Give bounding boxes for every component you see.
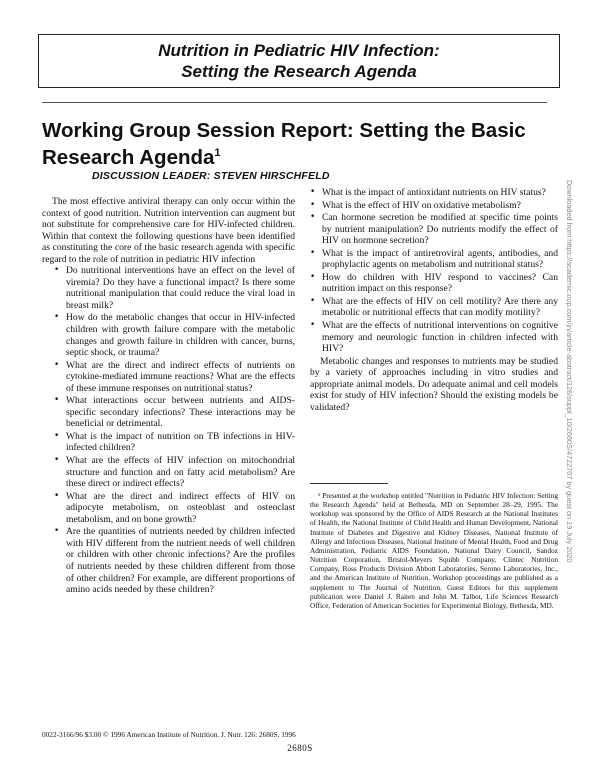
bullet-icon: • bbox=[310, 295, 316, 306]
title-footnote-marker: 1 bbox=[214, 147, 221, 159]
list-item: • What is the impact of antiretroviral agents, antibodies, and prophylactic agents on metabolism and nutritional status? bbox=[310, 247, 558, 271]
bullet-icon: • bbox=[310, 247, 316, 258]
list-item: • What is the effect of HIV on oxidative metabolism? bbox=[310, 199, 521, 211]
article-title-text: Working Group Session Report: Setting the Basic Research Agenda bbox=[42, 119, 526, 169]
list-item: • What are the effects of HIV on cell motility? Are there any metabolic or nutritional effects that can modify motility? bbox=[310, 295, 558, 319]
list-item: • What interactions occur between nutrients and AIDS-specific secondary infections? These interactions may be beneficial or detrimental. bbox=[54, 395, 295, 430]
bullet-icon: • bbox=[310, 271, 316, 282]
bullet-icon: • bbox=[54, 265, 60, 276]
list-item: • What is the impact of antioxidant nutrients on HIV status? bbox=[310, 187, 546, 198]
list-item: • What are the direct and indirect effects of nutrients on cytokine-mediated immune reactions? What are the effects of these immune responses on nutritional status? bbox=[54, 359, 295, 394]
bullet-icon: • bbox=[310, 212, 316, 223]
left-column bbox=[42, 196, 295, 597]
banner-line-2: Setting the Research Agenda bbox=[181, 62, 417, 81]
bullet-icon: • bbox=[54, 395, 60, 406]
bullet-icon: • bbox=[54, 430, 60, 441]
footnote bbox=[310, 491, 558, 610]
article-title bbox=[42, 120, 552, 169]
list-item: • Do nutritional interventions have an effect on the level of viremia? Do they have a functional impact? Is there some nutritional manipulation that could reduce the viral load in breast milk? bbox=[54, 265, 295, 311]
bullet-icon: • bbox=[310, 187, 316, 197]
download-watermark: Downloaded from https://academic.oup.com/jn/article-abstract/126/suppl_10/2680S/4722707 by guest on 19 July 2020 bbox=[565, 180, 574, 563]
list-item: • How do the metabolic changes that occur in HIV-infected children with growth failure compare with the metabolic changes and growth failure in children with cancer, burns, septic shock, or trauma? bbox=[54, 312, 295, 359]
bullet-icon: • bbox=[310, 320, 316, 331]
right-column bbox=[310, 187, 558, 413]
copyright-line: 0022-3166/96 $3.00 © 1996 American Institute of Nutrition. J. Nutr. 126: 2680S, 1996 bbox=[42, 730, 296, 739]
list-item: • What are the effects of HIV infection on mitochondrial structure and function and on fatty acid metabolism? Are these direct or indirect effects? bbox=[54, 455, 295, 490]
bullet-icon: • bbox=[54, 490, 60, 501]
list-item: • Are the quantities of nutrients needed by children infected with HIV different from the nutrient needs of well children or children with other chronic infections? Are the profiles of nutrients needed by these children different from those of other children? For example, are different proportions of amino acids needed by these children? bbox=[54, 526, 295, 596]
list-item: • How do children with HIV respond to vaccines? Can nutrition impact on this response? bbox=[310, 271, 558, 295]
list-item: • What are the direct and indirect effects of HIV on adipocyte metabolism, on osteoblast and osteoclast metabolism, and on bone growth? bbox=[54, 490, 295, 525]
bullet-icon: • bbox=[54, 526, 60, 537]
list-item: • What is the impact of nutrition on TB infections in HIV-infected children? bbox=[54, 430, 295, 454]
bullet-icon: • bbox=[310, 199, 316, 210]
right-question-list bbox=[310, 187, 558, 355]
page-number: 2680S bbox=[287, 743, 313, 753]
footnote-rule bbox=[310, 483, 388, 484]
bullet-icon: • bbox=[54, 359, 60, 370]
bullet-icon: • bbox=[54, 455, 60, 466]
left-question-list bbox=[54, 265, 295, 595]
footnote-text: ¹ Presented at the workshop entitled "Nutrition in Pediatric HIV Infection: Setting the Research Agenda" held at Bethesda, MD on September 28–29, 1995. The workshop was sponsored by the Office of AIDS Research at the National Institutes of Health, the National Institute of Child Health and Human Development, National Institute of Diabetes and Digestive and Kidney Diseases, National Institute of Allergy and Infectious Diseases, National Institute of Mental Health, Food and Drug Administration, Pediatric AIDS Foundation, National Dairy Council, Sandoz Nutrition Corporation, Bristol-Meyers Squibb Company, Clintec Nutrition Company, Ross Products Division Abbott Laboratories, Serono Laboratories, Inc., and the American Institute of Nutrition. Workshop proceedings are published as a supplement to The Journal of Nutrition. Guest Editors for this supplement publication were Daniel J. Raiten and John M. Talbot, Life Sciences Research Office, Federation of American Societies for Experimental Biology, Bethesda, MD. bbox=[310, 491, 558, 610]
section-banner bbox=[38, 34, 560, 88]
banner-line-1: Nutrition in Pediatric HIV Infection: bbox=[158, 41, 440, 60]
closing-paragraph: Metabolic changes and responses to nutrients may be studied by a variety of approaches including in vitro studies and appropriate animal models. Do adequate animal and cell models exist for study of HIV infection? Should the existing models be validated? bbox=[310, 355, 558, 413]
bullet-icon: • bbox=[54, 312, 60, 323]
intro-paragraph: The most effective antiviral therapy can only occur within the context of good nutrition. Nutrition intervention can augment but not substitute for comprehensive care for HIV-infected children. Within that context the following questions have been identified as constituting the core of the basic research agenda with specific regard to the role of nutrition in pediatric HIV infection bbox=[42, 196, 295, 265]
list-item: • Can hormone secretion be modified at specific time points by nutrient manipulation? Do nutrients modify the effect of HIV on hormone secretion? bbox=[310, 212, 558, 247]
list-item: • What are the effects of nutritional interventions on cognitive memory and neurologic function in children infected with HIV? bbox=[310, 320, 558, 355]
header-rule bbox=[42, 102, 547, 103]
discussion-leader: DISCUSSION LEADER: STEVEN HIRSCHFELD bbox=[92, 170, 330, 182]
